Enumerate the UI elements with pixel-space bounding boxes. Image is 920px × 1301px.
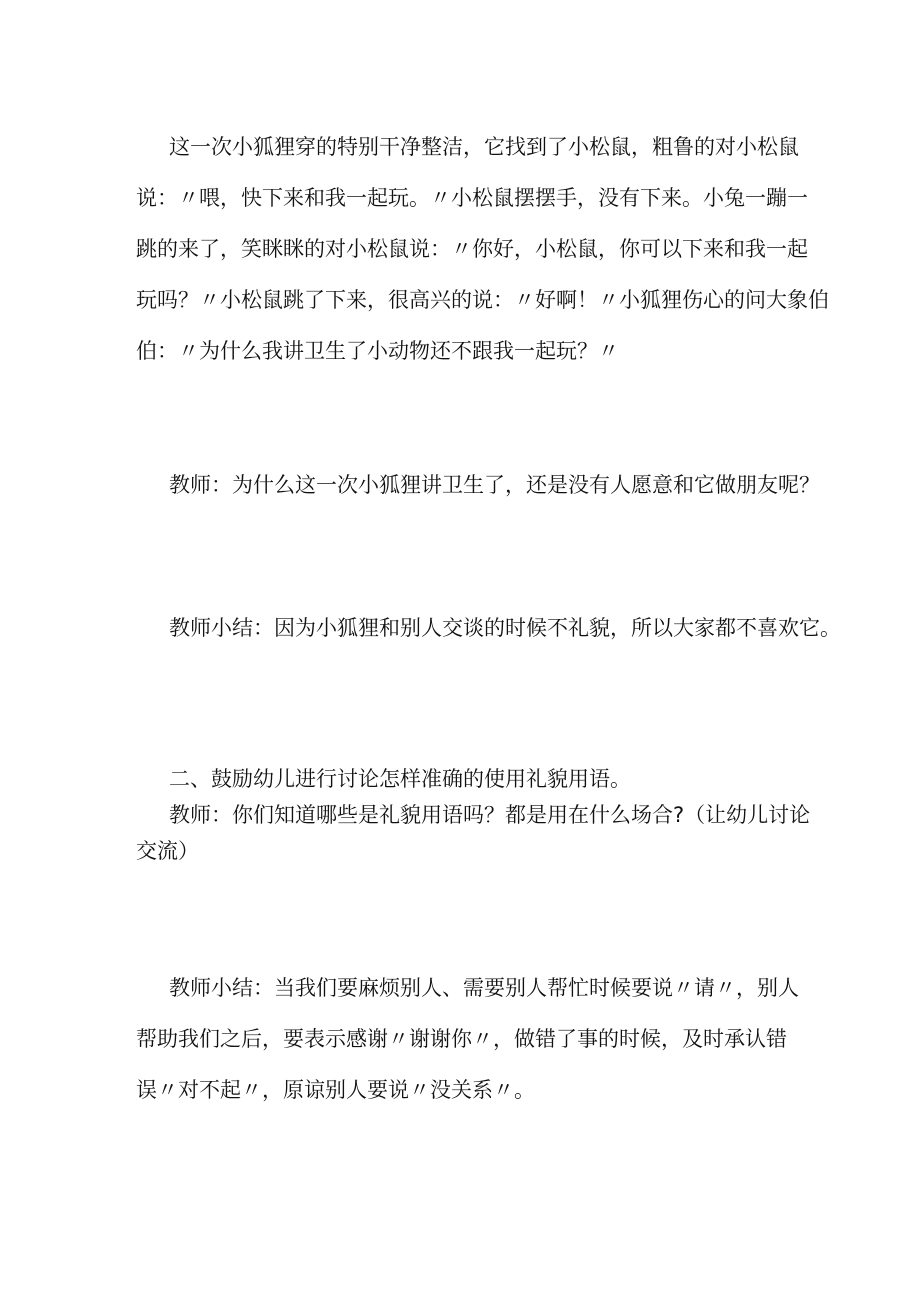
story-line: 跳的来了，笑眯眯的对小松鼠说：〃你好，小松鼠，你可以下来和我一起 bbox=[136, 237, 808, 261]
section-two-paragraph bbox=[136, 763, 811, 871]
summary-line: 误〃对不起〃，原谅别人要说〃没关系〃。 bbox=[136, 1078, 535, 1102]
summary-line: 帮助我们之后，要表示感谢〃谢谢你〃，做错了事的时候，及时承认错 bbox=[136, 1027, 787, 1051]
section-heading: 二、鼓励幼儿进行讨论怎样准确的使用礼貌用语。 bbox=[169, 767, 631, 791]
teacher-summary-2-paragraph bbox=[136, 972, 799, 1125]
section-line: 教师：你们知道哪些是礼貌用语吗？都是用在什么场合?（让幼儿讨论 bbox=[169, 803, 811, 827]
teacher-summary-text: 教师小结：因为小狐狸和别人交谈的时候不礼貌，所以大家都不喜欢它。 bbox=[169, 616, 841, 640]
story-line: 玩吗？〃小松鼠跳了下来，很高兴的说：〃好啊！〃小狐狸伤心的问大象伯 bbox=[136, 288, 829, 312]
story-paragraph bbox=[136, 131, 829, 386]
teacher-question-text: 教师：为什么这一次小狐狸讲卫生了，还是没有人愿意和它做朋友呢？ bbox=[169, 473, 820, 497]
teacher-question-paragraph bbox=[136, 469, 820, 501]
teacher-summary-paragraph bbox=[136, 612, 841, 644]
section-line: 交流） bbox=[136, 839, 199, 863]
story-line: 伯：〃为什么我讲卫生了小动物还不跟我一起玩？〃 bbox=[136, 339, 619, 363]
story-line: 说：〃喂，快下来和我一起玩。〃小松鼠摆摆手，没有下来。小兔一蹦一 bbox=[136, 186, 808, 210]
summary-line: 教师小结：当我们要麻烦别人、需要别人帮忙时候要说〃请〃，别人 bbox=[169, 976, 799, 1000]
story-line: 这一次小狐狸穿的特别干净整洁，它找到了小松鼠，粗鲁的对小松鼠 bbox=[169, 135, 799, 159]
